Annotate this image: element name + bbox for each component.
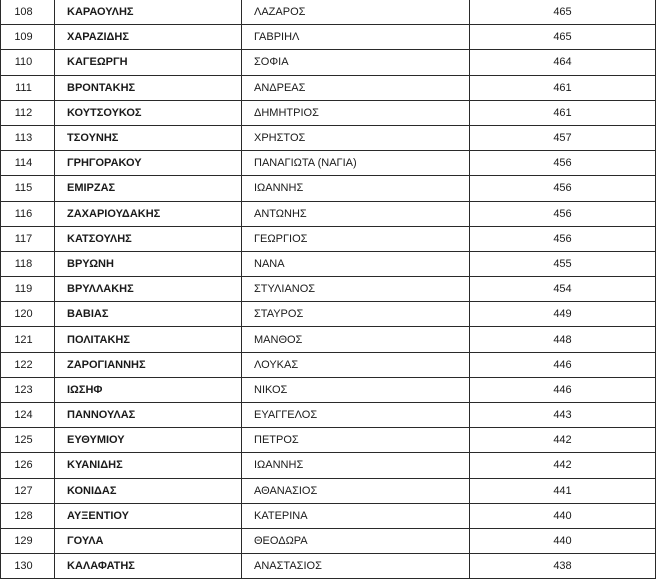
first-name-cell: ΜΑΝΘΟΣ — [242, 327, 470, 352]
votes-cell: 457 — [470, 125, 656, 150]
table-row — [1, 528, 656, 553]
first-name-cell: ΑΝΔΡΕΑΣ — [242, 75, 470, 100]
first-name-cell: ΣΟΦΙΑ — [242, 50, 470, 75]
rank-cell: 123 — [1, 377, 55, 402]
surname-cell: ΚΑΤΣΟΥΛΗΣ — [55, 226, 242, 251]
rank-cell: 122 — [1, 352, 55, 377]
surname-cell: ΚΑΛΑΦΑΤΗΣ — [55, 554, 242, 579]
surname-cell: ΚΑΓΕΩΡΓΗ — [55, 50, 242, 75]
first-name-cell: ΑΘΑΝΑΣΙΟΣ — [242, 478, 470, 503]
votes-cell: 442 — [470, 453, 656, 478]
votes-cell: 446 — [470, 352, 656, 377]
table-row — [1, 201, 656, 226]
votes-cell: 448 — [470, 327, 656, 352]
table-row — [1, 25, 656, 50]
first-name-cell: ΑΝΤΩΝΗΣ — [242, 201, 470, 226]
rank-cell: 110 — [1, 50, 55, 75]
first-name-cell: ΛΑΖΑΡΟΣ — [242, 0, 470, 25]
surname-cell: ΙΩΣΗΦ — [55, 377, 242, 402]
rank-cell: 119 — [1, 277, 55, 302]
surname-cell: ΓΡΗΓΟΡΑΚΟΥ — [55, 151, 242, 176]
table-row — [1, 453, 656, 478]
table-row — [1, 125, 656, 150]
table-row — [1, 251, 656, 276]
surname-cell: ΚΑΡΑΟΥΛΗΣ — [55, 0, 242, 25]
votes-cell: 441 — [470, 478, 656, 503]
first-name-cell: ΕΥΑΓΓΕΛΟΣ — [242, 403, 470, 428]
votes-cell: 461 — [470, 75, 656, 100]
votes-cell: 442 — [470, 428, 656, 453]
rank-cell: 108 — [1, 0, 55, 25]
surname-cell: ΒΑΒΙΑΣ — [55, 302, 242, 327]
rank-cell: 117 — [1, 226, 55, 251]
table-row — [1, 478, 656, 503]
rank-cell: 126 — [1, 453, 55, 478]
surname-cell: ΠΑΝΝΟΥΛΑΣ — [55, 403, 242, 428]
first-name-cell: ΓΕΩΡΓΙΟΣ — [242, 226, 470, 251]
votes-cell: 456 — [470, 176, 656, 201]
rank-cell: 129 — [1, 528, 55, 553]
first-name-cell: ΚΑΤΕΡΙΝΑ — [242, 503, 470, 528]
surname-cell: ΤΣΟΥΝΗΣ — [55, 125, 242, 150]
first-name-cell: ΝΑΝΑ — [242, 251, 470, 276]
votes-cell: 456 — [470, 201, 656, 226]
table-row — [1, 50, 656, 75]
votes-cell: 455 — [470, 251, 656, 276]
rank-cell: 111 — [1, 75, 55, 100]
votes-cell: 464 — [470, 50, 656, 75]
votes-cell: 443 — [470, 403, 656, 428]
first-name-cell: ΑΝΑΣΤΑΣΙΟΣ — [242, 554, 470, 579]
rank-cell: 113 — [1, 125, 55, 150]
votes-cell: 446 — [470, 377, 656, 402]
surname-cell: ΚΟΝΙΔΑΣ — [55, 478, 242, 503]
table-row — [1, 503, 656, 528]
table-row — [1, 226, 656, 251]
votes-cell: 454 — [470, 277, 656, 302]
table-body — [1, 0, 656, 579]
rank-cell: 114 — [1, 151, 55, 176]
rank-cell: 124 — [1, 403, 55, 428]
first-name-cell: ΠΕΤΡΟΣ — [242, 428, 470, 453]
first-name-cell: ΣΤΑΥΡΟΣ — [242, 302, 470, 327]
votes-cell: 456 — [470, 151, 656, 176]
votes-cell: 440 — [470, 503, 656, 528]
surname-cell: ΒΡΥΩΝΗ — [55, 251, 242, 276]
table-row — [1, 151, 656, 176]
table-row — [1, 0, 656, 25]
surname-cell: ΚΥΑΝΙΔΗΣ — [55, 453, 242, 478]
surname-cell: ΒΡΟΝΤΑΚΗΣ — [55, 75, 242, 100]
table-row — [1, 377, 656, 402]
votes-cell: 465 — [470, 0, 656, 25]
votes-cell: 456 — [470, 226, 656, 251]
first-name-cell: ΝΙΚΟΣ — [242, 377, 470, 402]
table-row — [1, 302, 656, 327]
first-name-cell: ΓΑΒΡΙΗΛ — [242, 25, 470, 50]
votes-cell: 449 — [470, 302, 656, 327]
rank-cell: 120 — [1, 302, 55, 327]
rank-cell: 130 — [1, 554, 55, 579]
table-row — [1, 277, 656, 302]
first-name-cell: ΣΤΥΛΙΑΝΟΣ — [242, 277, 470, 302]
surname-cell: ΠΟΛΙΤΑΚΗΣ — [55, 327, 242, 352]
surname-cell: ΒΡΥΛΛΑΚΗΣ — [55, 277, 242, 302]
rank-cell: 127 — [1, 478, 55, 503]
first-name-cell: ΧΡΗΣΤΟΣ — [242, 125, 470, 150]
table-row — [1, 403, 656, 428]
votes-cell: 465 — [470, 25, 656, 50]
votes-cell: 438 — [470, 554, 656, 579]
rank-cell: 115 — [1, 176, 55, 201]
table-row — [1, 554, 656, 579]
table-row — [1, 176, 656, 201]
surname-cell: ΕΜΙΡΖΑΣ — [55, 176, 242, 201]
rank-cell: 125 — [1, 428, 55, 453]
surname-cell: ΑΥΞΕΝΤΙΟΥ — [55, 503, 242, 528]
table-row — [1, 100, 656, 125]
votes-cell: 461 — [470, 100, 656, 125]
votes-cell: 440 — [470, 528, 656, 553]
first-name-cell: ΛΟΥΚΑΣ — [242, 352, 470, 377]
rank-cell: 121 — [1, 327, 55, 352]
surname-cell: ΧΑΡΑΖΙΔΗΣ — [55, 25, 242, 50]
rank-cell: 118 — [1, 251, 55, 276]
surname-cell: ΕΥΘΥΜΙΟΥ — [55, 428, 242, 453]
table-row — [1, 352, 656, 377]
first-name-cell: ΠΑΝΑΓΙΩΤΑ (ΝΑΓΙΑ) — [242, 151, 470, 176]
rank-cell: 128 — [1, 503, 55, 528]
surname-cell: ΚΟΥΤΣΟΥΚΟΣ — [55, 100, 242, 125]
table-row — [1, 75, 656, 100]
rank-cell: 109 — [1, 25, 55, 50]
rank-cell: 116 — [1, 201, 55, 226]
surname-cell: ΖΑΡΟΓΙΑΝΝΗΣ — [55, 352, 242, 377]
first-name-cell: ΙΩΑΝΝΗΣ — [242, 453, 470, 478]
rank-cell: 112 — [1, 100, 55, 125]
first-name-cell: ΔΗΜΗΤΡΙΟΣ — [242, 100, 470, 125]
surname-cell: ΖΑΧΑΡΙΟΥΔΑΚΗΣ — [55, 201, 242, 226]
first-name-cell: ΙΩΑΝΝΗΣ — [242, 176, 470, 201]
table-row — [1, 428, 656, 453]
table-row — [1, 327, 656, 352]
first-name-cell: ΘΕΟΔΩΡΑ — [242, 528, 470, 553]
surname-cell: ΓΟΥΛΑ — [55, 528, 242, 553]
